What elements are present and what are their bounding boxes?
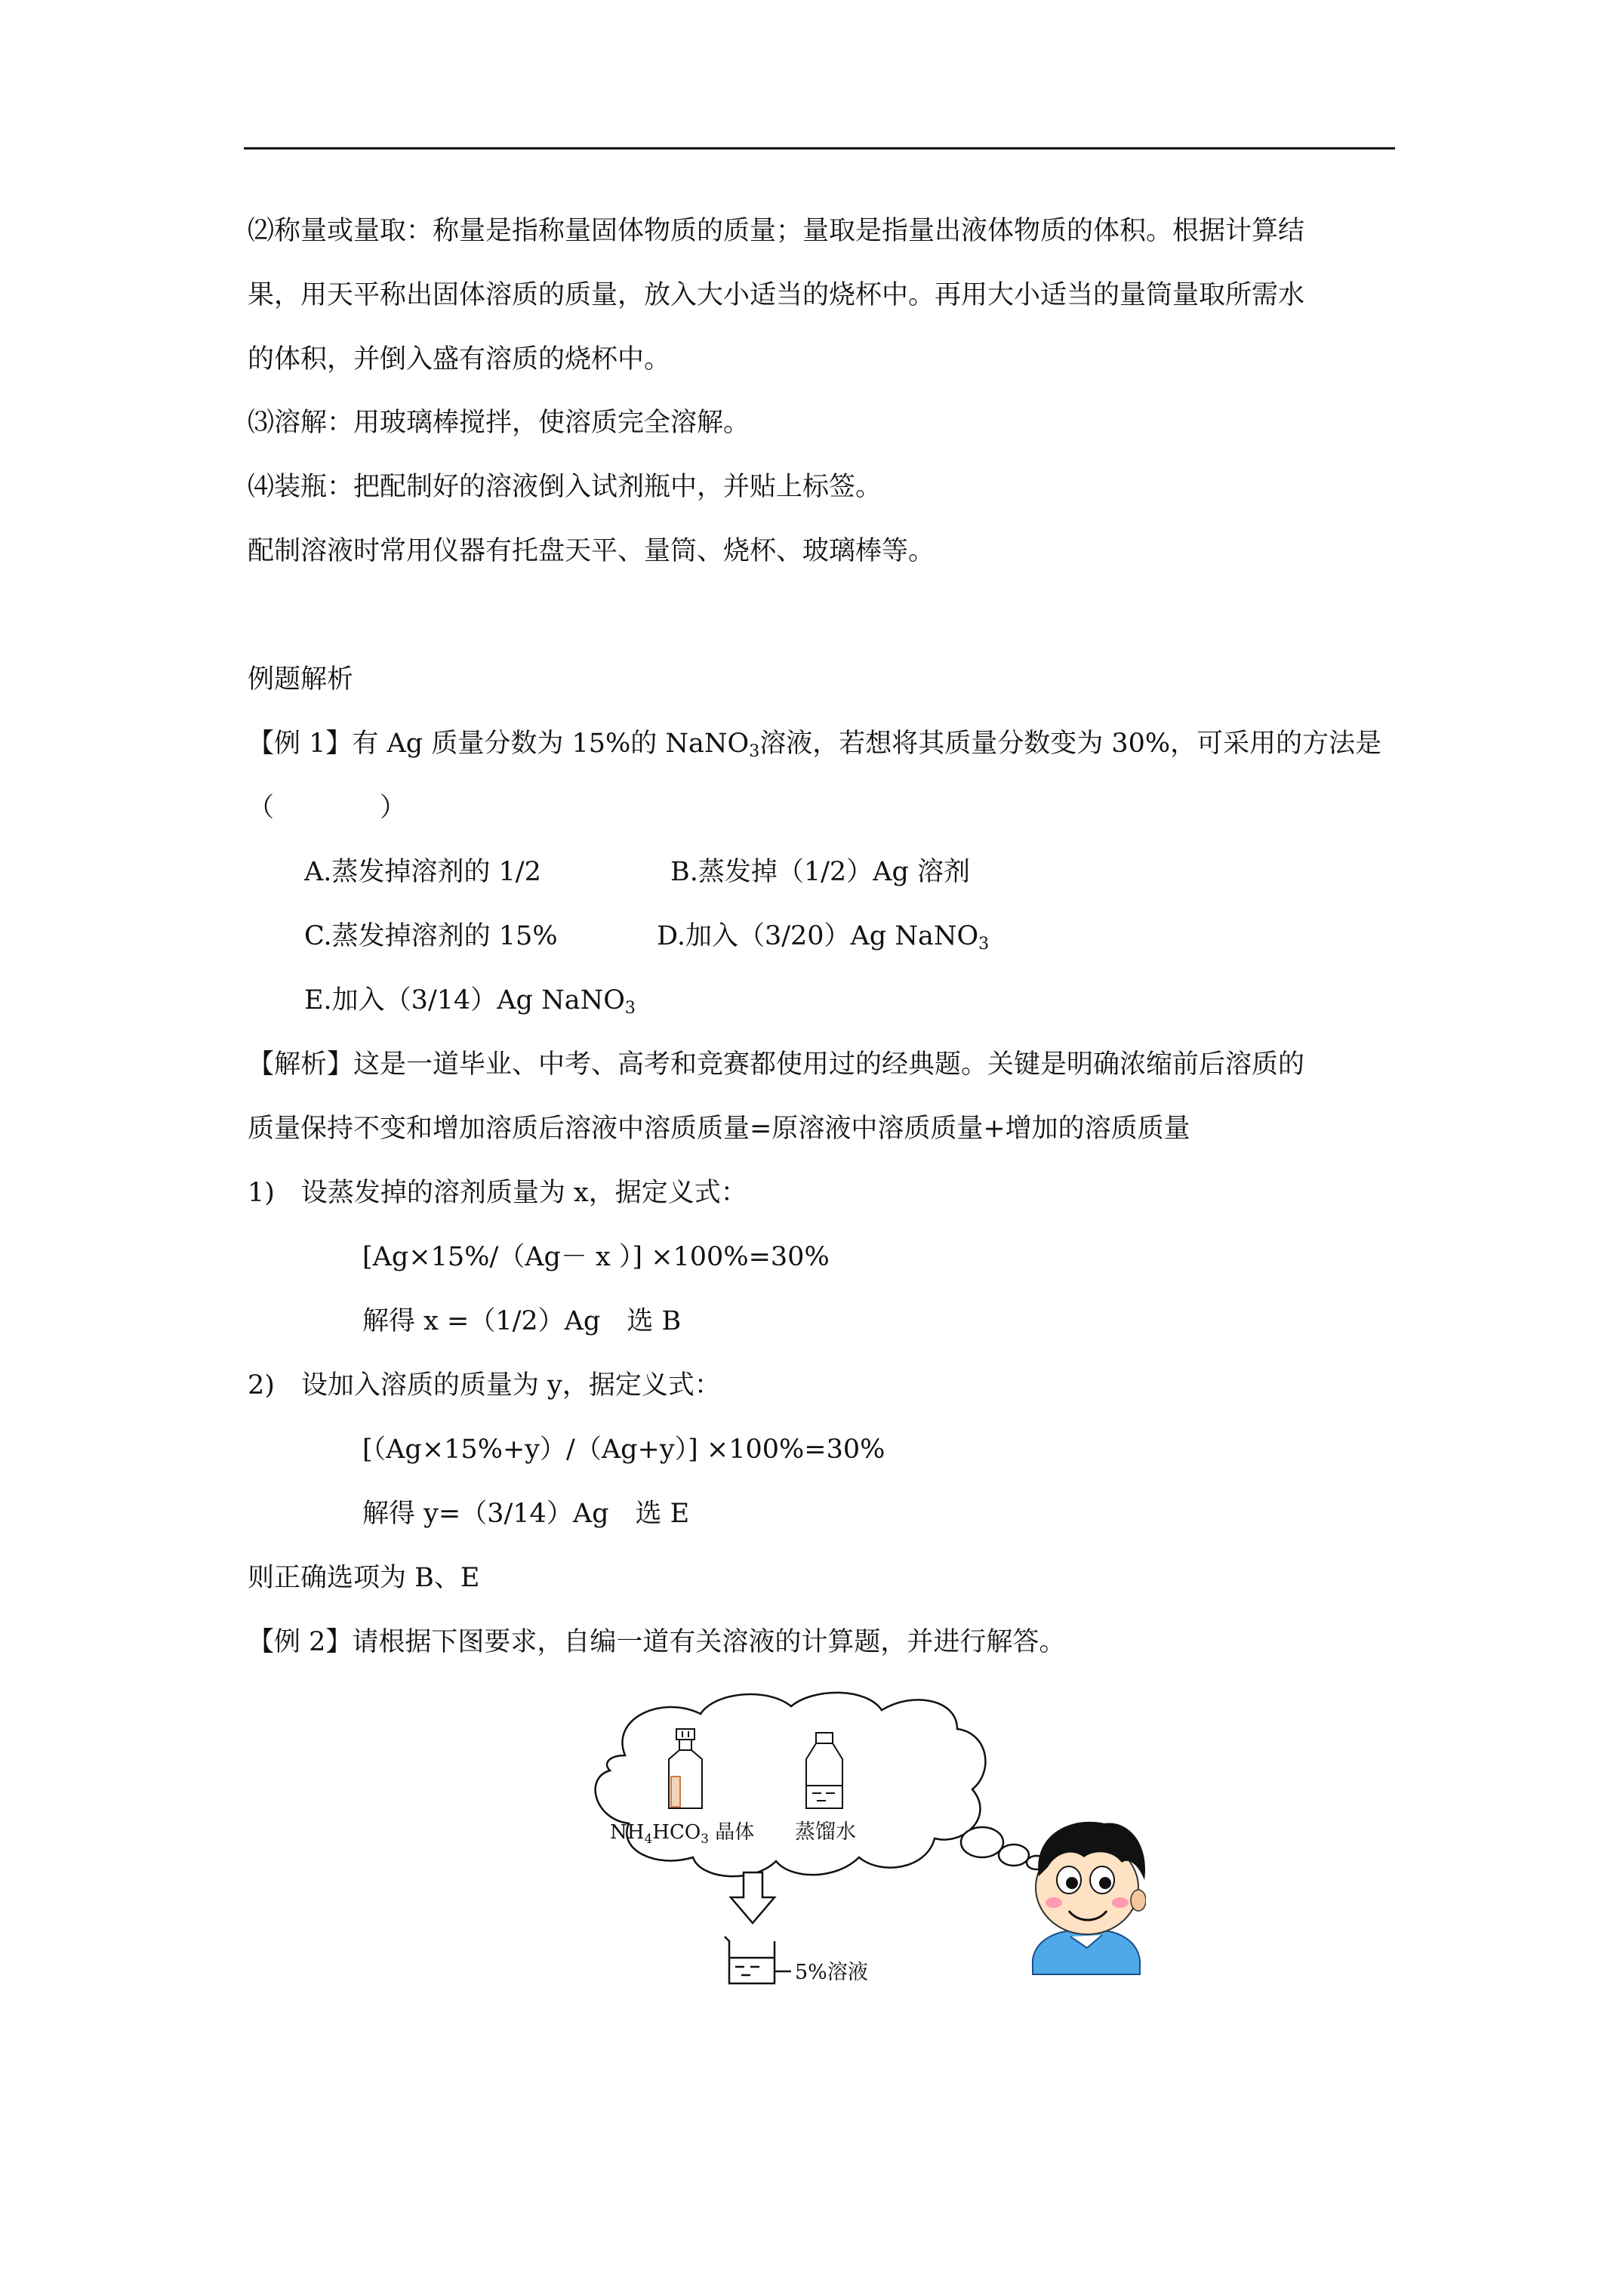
step4-line: ⑷装瓶：把配制好的溶液倒入试剂瓶中，并贴上标签。 [248,472,882,502]
solution1: 解得 x =（1/2）Ag 选 B [362,1306,682,1336]
option-e-sub: 3 [624,999,636,1018]
header-rule [244,147,1395,149]
section-title: 例题解析 [248,664,354,695]
crystal-label-word: 晶体 [708,1821,755,1844]
crystal-label-hco: HCO [652,1821,701,1844]
option-c: C.蒸发掉溶剂的 15% [304,921,558,951]
cartoon-boy-icon [1033,1822,1146,1974]
case1-line: 1) 设蒸发掉的溶剂质量为 x，据定义式： [248,1178,747,1208]
option-d-sub: 3 [978,935,990,954]
option-e-text: E.加入（3/14）Ag NaNO [304,985,625,1015]
step3-line: ⑶溶解：用玻璃棒搅拌，使溶质完全溶解。 [248,408,750,438]
example1-answer-paren: （ ） [248,793,407,823]
step2-line2: 果，用天平称出固体溶质的质量，放入大小适当的烧杯中。再用大小适当的量筒量取所需水 [248,280,1305,310]
analysis-line1: 【解析】这是一道毕业、中考、高考和竞赛都使用过的经典题。关键是明确浓缩前后溶质的 [248,1049,1305,1080]
example1-question-sub: 3 [749,742,760,761]
example2-question: 【例 2】请根据下图要求，自编一道有关溶液的计算题，并进行解答。 [248,1627,1066,1657]
solution2: 解得 y=（3/14）Ag 选 E [362,1499,690,1529]
option-b: B.蒸发掉（1/2）Ag 溶剂 [670,857,970,887]
option-d-text: D.加入（3/20）Ag NaNO [657,921,979,951]
crystal-label [610,1821,754,1847]
case2-line: 2) 设加入溶质的质量为 y，据定义式： [248,1370,721,1401]
water-label: 蒸馏水 [795,1820,856,1844]
step2-line1: ⑵称量或量取：称量是指称量固体物质的质量；量取是指量出液体物质的体积。根据计算结 [248,216,1305,246]
example1-question [248,727,1381,769]
conclusion-line: 则正确选项为 B、E [248,1563,480,1593]
instruments-line: 配制溶液时常用仪器有托盘天平、量筒、烧杯、玻璃棒等。 [248,536,935,566]
option-a: A.蒸发掉溶剂的 1/2 [304,857,541,887]
example2-figure [565,1687,1146,2005]
solution-label: 5%溶液 [795,1961,868,1984]
equation1: [Ag×15%/（Ag－ x ）] ×100%=30% [362,1242,830,1272]
option-d [657,920,989,961]
crystal-label-sub2: 3 [701,1832,709,1847]
down-arrow-icon [731,1872,775,1923]
example1-question-pre: 【例 1】有 Ag 质量分数为 15%的 NaNO [248,729,750,759]
analysis-line2: 质量保持不变和增加溶质后溶液中溶质质量=原溶液中溶质质量+增加的溶质质量 [248,1114,1190,1144]
option-e [304,984,636,1025]
beaker-icon [725,1937,791,1983]
thought-cloud [596,1693,986,1876]
equation2: [（Ag×15%+y）/（Ag+y）] ×100%=30% [362,1435,885,1465]
crystal-label-sub1: 4 [644,1832,653,1847]
example1-question-post: 溶液，若想将其质量分数变为 30%，可采用的方法是 [759,729,1382,759]
step2-line3: 的体积，并倒入盛有溶质的烧杯中。 [248,344,671,374]
thought-bubble-medium [999,1845,1029,1866]
crystal-label-nh: NH [610,1821,645,1844]
thought-bubble-large [961,1827,1003,1857]
